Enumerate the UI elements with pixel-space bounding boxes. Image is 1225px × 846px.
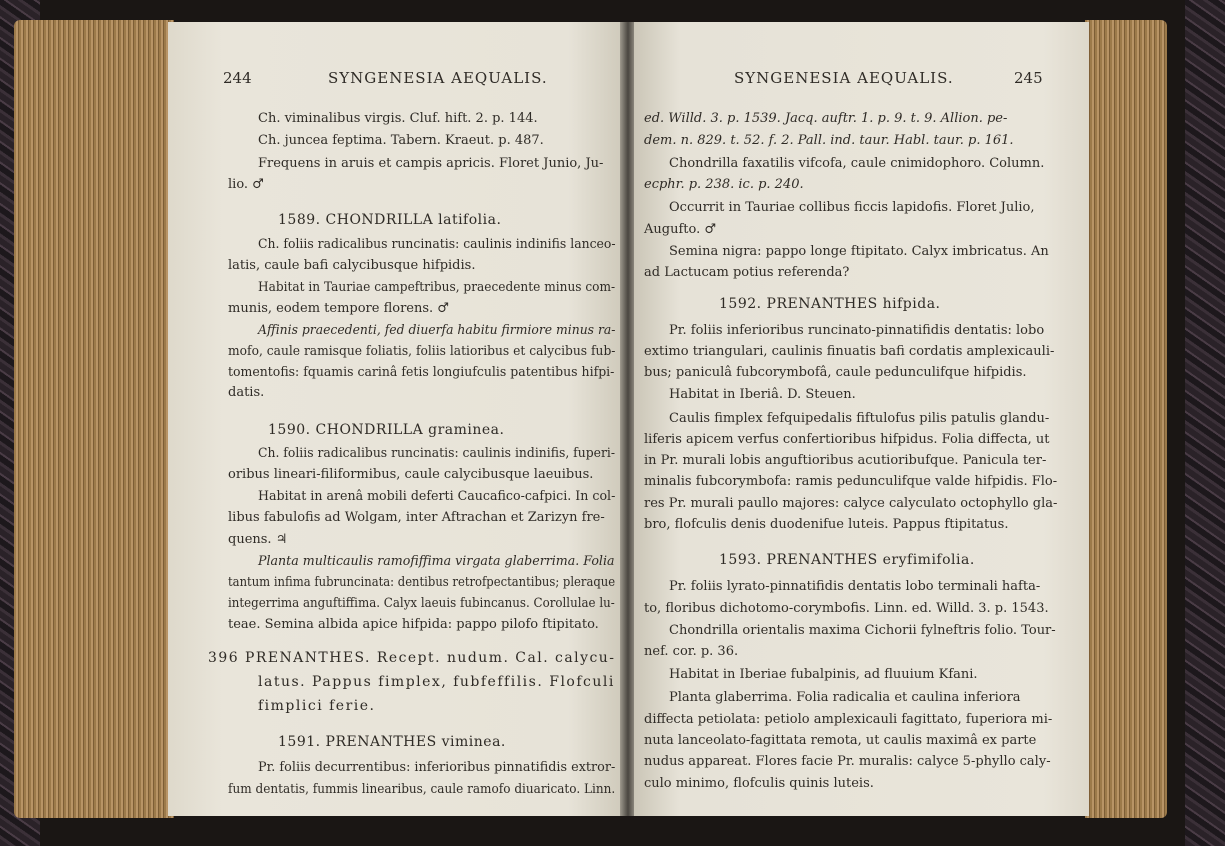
species-heading: 1589. CHONDRILLA latifolia.	[278, 212, 502, 228]
text-line: Pr. foliis decurrentibus: inferioribus pinnatifidis extror-	[258, 760, 616, 775]
species-heading: 1591. PRENANTHES viminea.	[278, 734, 506, 750]
text-line: Planta multicaulis ramofiffima virgata glaberrima. Folia	[258, 554, 615, 569]
genus-heading: latus. Pappus fimplex, fubfeffilis. Flofculi	[258, 674, 615, 690]
text-line: latis, caule bafi calycibusque hifpidis.	[228, 258, 476, 273]
text-line: lio. ♂	[228, 177, 264, 192]
text-line: bus; paniculâ fubcorymbofâ, caule pedunculifque hifpidis.	[644, 365, 1027, 380]
text-line: res Pr. murali paullo majores: calyce calyculato octophyllo gla-	[644, 496, 1058, 511]
text-line: diffecta petiolata: petiolo amplexicauli fagittato, fuperiora mi-	[644, 712, 1053, 727]
text-line: tantum infima fubruncinata: dentibus retrofpectantibus; pleraque	[228, 575, 616, 590]
text-line: Augufto. ♂	[644, 222, 717, 237]
text-line: Ch. juncea feptima. Tabern. Kraeut. p. 487.	[258, 133, 544, 148]
genus-heading: 396 PRENANTHES. Recept. nudum. Cal. calycu-	[208, 650, 616, 666]
text-line: teae. Semina albida apice hifpida: pappo pilofo ftipitato.	[228, 617, 599, 632]
text-line: fum dentatis, fummis linearibus, caule ramofo diuaricato. Linn.	[228, 782, 616, 797]
text-line: datis.	[228, 385, 265, 400]
left-page	[168, 22, 623, 816]
text-line: nef. cor. p. 36.	[644, 644, 739, 659]
text-line: Frequens in aruis et campis apricis. Floret Junio, Ju-	[258, 156, 604, 171]
text-line: in Pr. murali lobis anguftioribus acutioribufque. Panicula ter-	[644, 453, 1047, 468]
page-number: 245	[1014, 69, 1043, 87]
text-line: integerrima anguftiffima. Calyx laeuis fubincanus. Corollulae lu-	[228, 596, 615, 611]
text-line: oribus lineari-filiformibus, caule calycibusque laeuibus.	[228, 467, 594, 482]
text-line: ad Lactucam potius referenda?	[644, 265, 850, 280]
text-line: Chondrilla faxatilis vifcofa, caule cnimidophoro. Column.	[669, 156, 1045, 171]
text-line: Chondrilla orientalis maxima Cichorii fylneftris folio. Tour-	[669, 623, 1056, 638]
text-line: tomentofis: fquamis carinâ fetis longiufculis patentibus hifpi-	[228, 365, 615, 380]
text-line: bro, flofculis denis duodenifue luteis. Pappus ftipitatus.	[644, 517, 1009, 532]
text-line: nuta lanceolato-fagittata remota, ut caulis maximâ ex parte	[644, 733, 1037, 748]
text-line: mofo, caule ramisque foliatis, foliis latioribus et calycibus fub-	[228, 344, 616, 359]
species-heading: 1592. PRENANTHES hifpida.	[719, 296, 941, 312]
text-line: quens. ♃	[228, 532, 288, 547]
text-line: munis, eodem tempore florens. ♂	[228, 301, 449, 316]
text-line: Caulis fimplex fefquipedalis fiftulofus pilis patulis glandu-	[669, 411, 1050, 426]
text-line: ed. Willd. 3. p. 1539. Jacq. auftr. 1. p. 9. t. 9. Allion. pe-	[644, 111, 1008, 126]
page-edges-left	[14, 20, 174, 818]
species-heading: 1590. CHONDRILLA graminea.	[268, 422, 505, 438]
text-line: Planta glaberrima. Folia radicalia et caulina inferiora	[669, 690, 1021, 705]
text-line: Habitat in Iberiae fubalpinis, ad fluuium Kfani.	[669, 667, 978, 682]
text-line: liferis apicem verfus confertioribus hifpidus. Folia diffecta, ut	[644, 432, 1050, 447]
text-line: minalis fubcorymbofa: ramis pedunculifque valde hifpidis. Flo-	[644, 474, 1058, 489]
text-line: ecphr. p. 238. ic. p. 240.	[644, 177, 804, 192]
text-line: dem. n. 829. t. 52. f. 2. Pall. ind. taur. Habl. taur. p. 161.	[644, 133, 1014, 148]
text-line: nudus appareat. Flores facie Pr. muralis: calyce 5-phyllo caly-	[644, 754, 1051, 769]
running-head: SYNGENESIA AEQUALIS.	[734, 69, 954, 87]
genus-heading: fimplici ferie.	[258, 698, 376, 714]
text-line: Habitat in arenâ mobili deferti Caucafico-cafpici. In col-	[258, 489, 616, 504]
text-line: Habitat in Tauriae campeftribus, praecedente minus com-	[258, 280, 616, 295]
text-line: culo minimo, flofculis quinis luteis.	[644, 776, 874, 791]
text-line: Occurrit in Tauriae collibus ficcis lapidofis. Floret Julio,	[669, 200, 1035, 215]
page-edges-right	[1085, 20, 1167, 818]
right-page	[634, 22, 1089, 816]
marbled-cover-right	[1185, 0, 1225, 846]
page-number: 244	[223, 69, 252, 87]
text-line: Habitat in Iberiâ. D. Steuen.	[669, 387, 856, 402]
text-line: Ch. foliis radicalibus runcinatis: caulinis indinifis, fuperi-	[258, 446, 616, 461]
running-head: SYNGENESIA AEQUALIS.	[328, 69, 548, 87]
text-line: Pr. foliis inferioribus runcinato-pinnatifidis dentatis: lobo	[669, 323, 1045, 338]
species-heading: 1593. PRENANTHES eryfimifolia.	[719, 552, 975, 568]
text-line: Ch. foliis radicalibus runcinatis: caulinis indinifis lanceo-	[258, 237, 616, 252]
text-line: Semina nigra: pappo longe ftipitato. Calyx imbricatus. An	[669, 244, 1049, 259]
text-line: Ch. viminalibus virgis. Cluf. hift. 2. p. 144.	[258, 111, 538, 126]
text-line: extimo triangulari, caulinis finuatis bafi cordatis amplexicauli-	[644, 344, 1055, 359]
text-line: to, floribus dichotomo-corymbofis. Linn. ed. Willd. 3. p. 1543.	[644, 601, 1049, 616]
text-line: Pr. foliis lyrato-pinnatifidis dentatis lobo terminali hafta-	[669, 579, 1041, 594]
text-line: libus fabulofis ad Wolgam, inter Aftrachan et Zarizyn fre-	[228, 510, 605, 525]
text-line: Affinis praecedenti, fed diuerfa habitu firmiore minus ra-	[258, 323, 616, 338]
